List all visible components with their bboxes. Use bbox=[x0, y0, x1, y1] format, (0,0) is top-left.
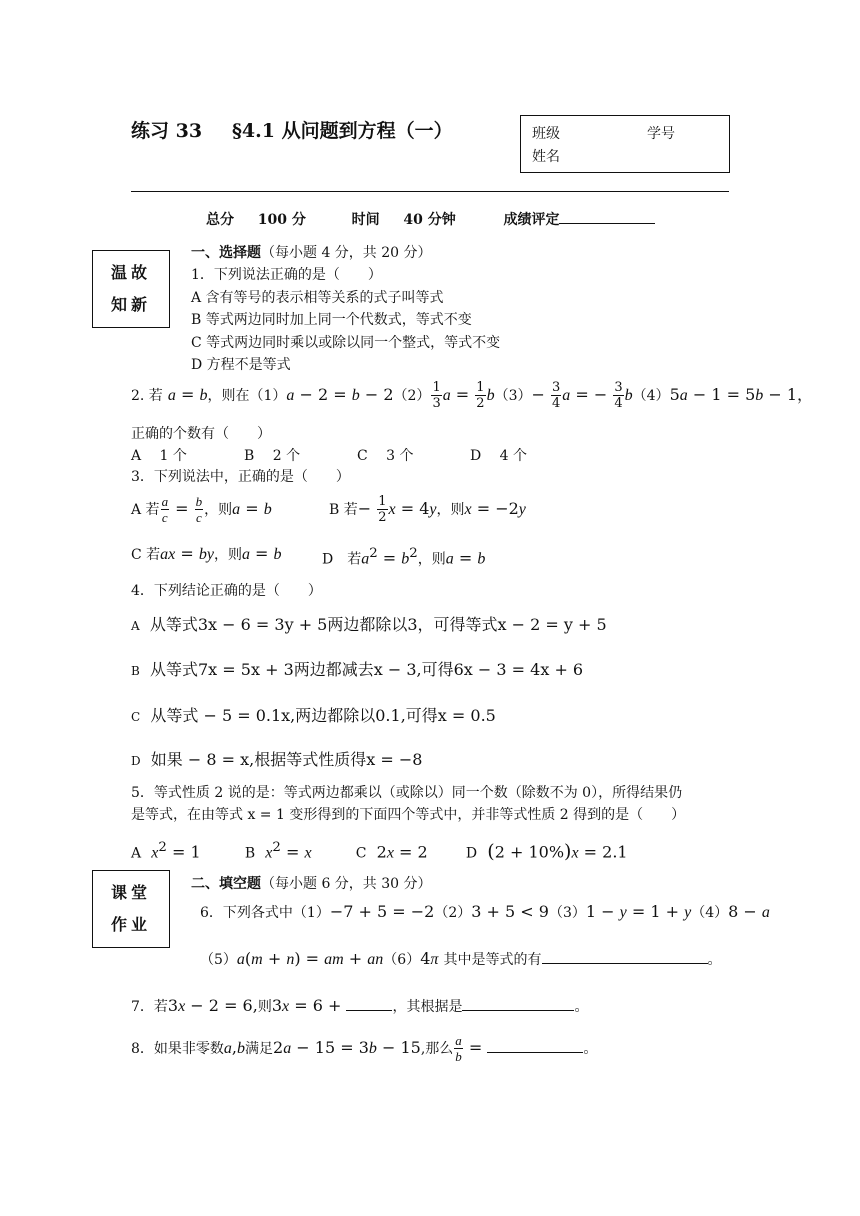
q8: 8．如果非零数a,b满足2a − 15 = 3b − 15,那么 $\frac{a}{b}$ = 。 bbox=[131, 1033, 598, 1064]
q7: 7．若3x − 2 = 6,则3x = 6 + ，其根据是 。 bbox=[131, 996, 589, 1015]
q2-option-a: A 1 个 bbox=[131, 448, 187, 464]
q2-option-d: D 4 个 bbox=[470, 448, 528, 464]
time-value: 40 分钟 bbox=[403, 212, 456, 228]
q1-option-d: D 方程不是等式 bbox=[191, 357, 291, 373]
q8-prefix: 8．如果非零数 bbox=[131, 1041, 224, 1057]
classwork-box-line2: 作业 bbox=[110, 915, 151, 934]
part1-note: （每小题 4 分，共 20 分） bbox=[261, 245, 432, 261]
q4-stem: 4．下列结论正确的是（ ） bbox=[131, 583, 322, 599]
q1-option-c: C 等式两边同时乘以或除以同一个整式，等式不变 bbox=[191, 335, 501, 351]
q7-basis-blank[interactable] bbox=[462, 996, 574, 1011]
q1-option-a: A 含有等号的表示相等关系的式子叫等式 bbox=[191, 290, 444, 306]
q4-option-b: B 从等式7x = 5x + 3两边都减去x − 3,可得6x − 3 = 4x + 6 bbox=[131, 660, 584, 679]
student-number-label: 学号 bbox=[647, 126, 675, 142]
q3-option-a: A 若 $\frac{a}{c}$ = $\frac{b}{c}$ ，则a = b bbox=[131, 494, 272, 525]
time-label: 时间 bbox=[351, 212, 380, 228]
q5-line2: 是等式，在由等式 x = 1 变形得到的下面四个等式中，并非等式性质 2 得到的是（ ） bbox=[131, 807, 686, 823]
part2-heading bbox=[191, 875, 432, 893]
q4-option-a: A 从等式3x − 6 = 3y + 5两边都除以3，可得等式x − 2 = y + 5 bbox=[131, 615, 607, 634]
student-info-box bbox=[520, 115, 730, 173]
part2-title: 二、填空题 bbox=[191, 876, 261, 892]
q4-option-b-text: 从等式7x = 5x + 3两边都减去x − 3,可得6x − 3 = 4x + 6 bbox=[150, 660, 584, 679]
q3-option-b: B 若− $\frac{1}{2}$ x = 4y，则x = −2y bbox=[329, 494, 526, 525]
header-divider bbox=[131, 191, 729, 192]
classwork-box-line1: 课堂 bbox=[110, 883, 151, 902]
total-value: 100 分 bbox=[257, 212, 306, 228]
q2-stem: 2. 若 a = b，则在（1）a − 2 = b − 2（2） $\frac{1}{3}$ a = $\frac{1}{2}$ b（3）− $\frac{3}{4}$ a = − $\frac{3}{4}$ b（4）5a − 1 = 5b − 1， bbox=[131, 380, 814, 411]
q4-option-d: D 如果 − 8 = x,根据等式性质得x = −8 bbox=[131, 750, 423, 769]
part1-heading bbox=[191, 244, 432, 262]
class-label: 班级 bbox=[532, 126, 560, 142]
q7-answer-blank[interactable] bbox=[346, 996, 392, 1011]
q3-option-c: C 若ax = by，则a = b bbox=[131, 544, 282, 563]
q1-option-b: B 等式两边同时加上同一个代数式，等式不变 bbox=[191, 312, 472, 328]
q4-option-c-text: 从等式 − 5 = 0.1x,两边都除以0.1,可得x = 0.5 bbox=[150, 706, 496, 725]
q4-option-c: C 从等式 − 5 = 0.1x,两边都除以0.1,可得x = 0.5 bbox=[131, 706, 496, 725]
q6-tail: 其中是等式的有 bbox=[443, 952, 542, 968]
review-box bbox=[92, 250, 170, 328]
score-line bbox=[206, 209, 655, 229]
q6-answer-blank[interactable] bbox=[542, 949, 708, 964]
name-label: 姓名 bbox=[532, 149, 560, 165]
q1-stem: 1．下列说法正确的是（ ） bbox=[191, 267, 382, 283]
q8-answer-blank[interactable] bbox=[487, 1038, 583, 1053]
q2-prefix: 2. 若 bbox=[131, 388, 163, 404]
q3-stem: 3．下列说法中，正确的是（ ） bbox=[131, 469, 350, 485]
q7-basis: ，其根据是 bbox=[392, 999, 463, 1015]
q6-line1: 6．下列各式中（1）−7 + 5 = −2（2）3 + 5 < 9（3）1 − y = 1 + y（4）8 − a bbox=[200, 902, 770, 921]
q6-line2: （5）a(m + n) = am + an（6）4π 其中是等式的有 。 bbox=[200, 949, 722, 968]
q4-option-d-text: 如果 − 8 = x,根据等式性质得x = −8 bbox=[150, 750, 423, 769]
review-box-line1: 温故 bbox=[110, 263, 151, 282]
q2-continuation: 正确的个数有（ ） bbox=[131, 426, 271, 442]
exercise-number: 练习 33 bbox=[131, 120, 203, 142]
q3-option-d: D 若$a^2 = b^2$，则a = b bbox=[322, 546, 486, 568]
q4-option-a-text: 从等式3x − 6 = 3y + 5两边都除以3，可得等式x − 2 = y + 5 bbox=[149, 615, 607, 634]
review-box-line2: 知新 bbox=[110, 295, 151, 314]
q5-line1: 5．等式性质 2 说的是：等式两边都乘以（或除以）同一个数（除数不为 0），所得结果仍 bbox=[131, 785, 683, 801]
part1-title: 一、选择题 bbox=[191, 245, 261, 261]
q5-options: A $x^2 = 1$ B $x^2 = x$ C 2x = 2 D (2 + 10%)x = 2.1 bbox=[131, 840, 628, 863]
grade-blank[interactable] bbox=[559, 209, 655, 224]
section-title: §4.1 从问题到方程（一） bbox=[232, 120, 453, 142]
q2-option-c: C 3 个 bbox=[357, 448, 414, 464]
total-label: 总分 bbox=[206, 212, 234, 228]
classwork-box bbox=[92, 870, 170, 948]
part2-note: （每小题 6 分，共 30 分） bbox=[261, 876, 432, 892]
q2-option-b: B 2 个 bbox=[244, 448, 301, 464]
grade-label: 成绩评定 bbox=[503, 212, 560, 228]
